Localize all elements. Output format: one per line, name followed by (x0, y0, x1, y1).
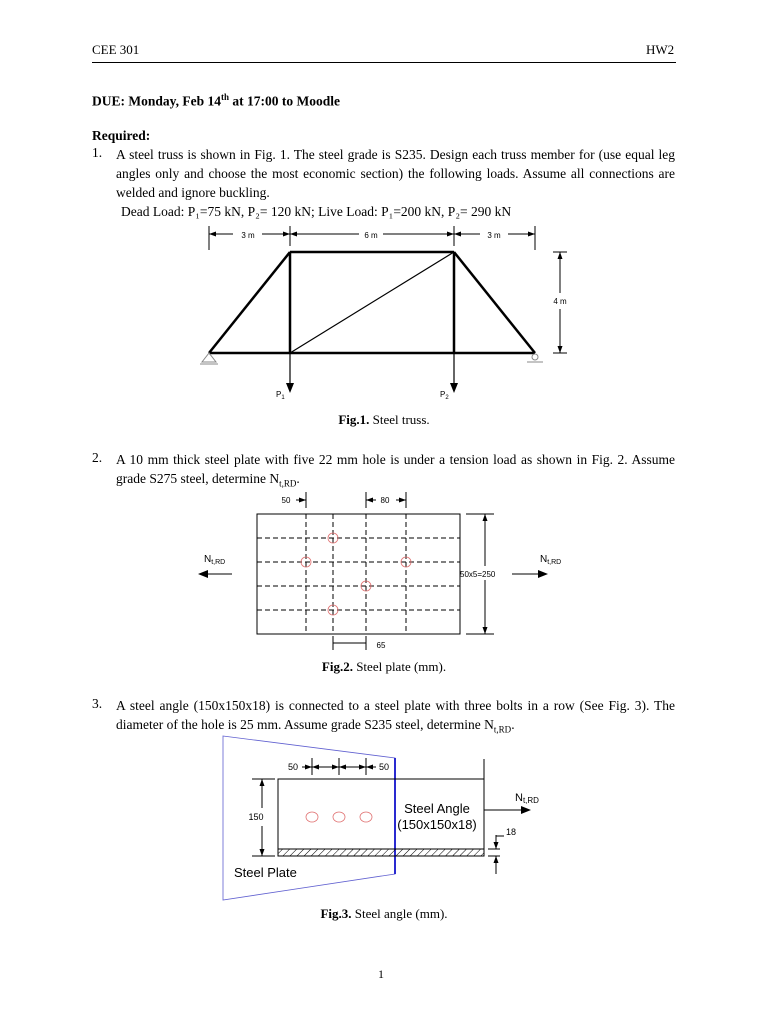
bolt-holes (306, 812, 372, 822)
fig3-caption: Fig.3. Steel angle (mm). (320, 906, 448, 921)
steel-angle-label: Steel Angle (404, 801, 470, 816)
dim-left-label: 3 m (241, 231, 255, 240)
dim-18-label: 18 (506, 827, 517, 837)
fig2-caption: Fig.2. Steel plate (mm). (321, 659, 447, 674)
q1-text: A steel truss is shown in Fig. 1. The steel grade is S235. Design each truss member for (use equal leg angles only and choose the most economic section) the following loads. Assume all connections are welded and ignore buckling. (116, 147, 675, 200)
dim-50b-label: 50 (378, 762, 390, 772)
n-right-label: $N_{t,RD}$ (540, 554, 562, 566)
q2-text: A 10 mm thick steel plate with five 22 mm hole is under a tension load as shown in Fig. 2. Assume grade S275 steel, determine $N_{t,RD}$. (116, 452, 675, 489)
dim-150-label: 150 (248, 812, 264, 822)
dim-plate-height-label: 50x5=250 (460, 570, 496, 579)
dim-height-label: 4 m (553, 297, 567, 306)
required-heading: Required: (92, 128, 151, 143)
steel-angle-size: (150x150x18) (397, 817, 477, 832)
load-p2-label: $P_2$ (440, 390, 449, 401)
dim-50a-label: 50 (287, 762, 299, 772)
dim-mid-label: 6 m (364, 231, 378, 240)
q3-number: 3. (92, 696, 103, 711)
n-angle-label: Nt,RD (515, 792, 539, 805)
header-assignment: HW2 (646, 42, 675, 57)
q1-loads: Dead Load: P₁=75 kN, P₂= 120 kN; Live Load: P₁=200 kN, P₂= 290 kN (121, 204, 512, 219)
page-number: 1 (378, 967, 384, 981)
bolt-hole (360, 812, 372, 822)
steel-angle-leg (278, 849, 484, 856)
due-sup: th (221, 92, 230, 102)
header-course: CEE 301 (92, 42, 140, 57)
bolt-hole (306, 812, 318, 822)
steel-plate-label: Steel Plate (234, 865, 297, 880)
dim-80-label: 80 (380, 496, 390, 505)
dim-50-label: 50 (281, 496, 291, 505)
bolt-hole (333, 812, 345, 822)
due-prefix: DUE: Monday, Feb 14 (92, 93, 222, 109)
n-left-label: $N_{t,RD}$ (204, 554, 226, 566)
q3-text: A steel angle (150x150x18) is connected to a steel plate with three bolts in a row (See Fig. 3). The diameter of the hole is 25 mm. Assume grade S235 steel, determine $N_{t,RD}$. (116, 698, 675, 735)
q1-number: 1. (92, 145, 103, 160)
dim-65-label: 65 (376, 641, 386, 650)
dim-right-label: 3 m (487, 231, 501, 240)
q2-number: 2. (92, 450, 103, 465)
fig1-caption: Fig.1. Steel truss. (338, 412, 430, 427)
due-suffix: at 17:00 to Moodle (229, 93, 341, 109)
load-p1-label: $P_1$ (276, 390, 285, 401)
